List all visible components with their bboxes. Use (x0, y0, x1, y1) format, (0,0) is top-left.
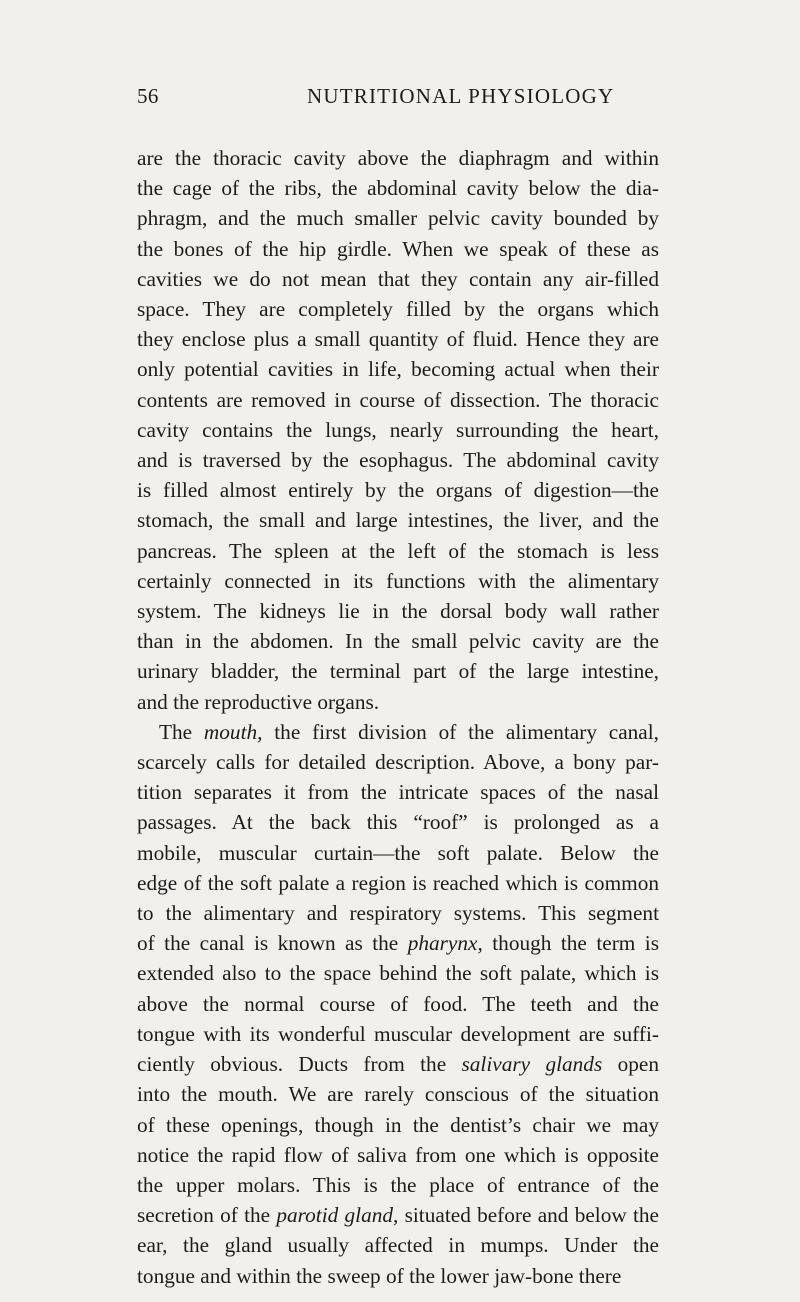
text-line: secretion of the parotid gland, situated before and below the (137, 1203, 659, 1228)
italic-term: pharynx, (407, 931, 483, 956)
text-line: edge of the soft palate a region is reached which is common (137, 870, 659, 895)
text-line: stomach, the small and large intestines, the liver, and the (137, 508, 659, 533)
text-line: ciently obvious. Ducts from the salivary glands open (137, 1052, 659, 1077)
text-line: are the thoracic cavity above the diaphragm and within (137, 146, 659, 170)
text-line: ear, the gland usually affected in mumps. Under the (137, 1233, 659, 1258)
text-line: mobile, muscular curtain—the soft palate. Below the (137, 840, 659, 865)
text-line: phragm, and the much smaller pelvic cavity bounded by (137, 206, 659, 231)
paragraph (137, 143, 659, 717)
text-line: tongue with its wonderful muscular development are suffi- (137, 1021, 659, 1046)
text-line: and is traversed by the esophagus. The abdominal cavity (137, 448, 659, 473)
text-line: contents are removed in course of dissection. The thoracic (137, 387, 659, 412)
paragraph (137, 717, 659, 1291)
body-text (137, 143, 659, 1291)
text-line: system. The kidneys lie in the dorsal body wall rather (137, 599, 659, 624)
text-line: The mouth, the first division of the alimentary canal, (159, 719, 660, 744)
text-line: passages. At the back this “roof” is prolonged as a (137, 810, 659, 835)
text-line: and the reproductive organs. (137, 689, 380, 714)
text-line: cavities we do not mean that they contain any air-filled (137, 266, 659, 291)
text-line: urinary bladder, the terminal part of the large intestine, (137, 659, 659, 684)
text-line: the bones of the hip girdle. When we speak of these as (137, 236, 659, 261)
text-line: they enclose plus a small quantity of fluid. Hence they are (137, 327, 659, 352)
italic-term: mouth, (203, 719, 263, 744)
running-title: NUTRITIONAL PHYSIOLOGY (307, 84, 615, 108)
text-line: cavity contains the lungs, nearly surrounding the heart, (137, 417, 659, 442)
text-line: certainly connected in its functions with the alimentary (137, 568, 659, 593)
text-line: is filled almost entirely by the organs of digestion—the (137, 478, 659, 503)
italic-term: salivary glands (461, 1052, 603, 1077)
text-line: of these openings, though in the dentist’s chair we may (137, 1112, 659, 1137)
running-head (137, 84, 659, 114)
page-number: 56 (137, 84, 159, 108)
text-line: tition separates it from the intricate spaces of the nasal (137, 780, 659, 805)
text-line: to the alimentary and respiratory systems. This segment (137, 901, 659, 926)
text-line: into the mouth. We are rarely conscious of the situation (137, 1082, 659, 1107)
text-line: tongue and within the sweep of the lower jaw-bone there (137, 1263, 622, 1288)
text-line: extended also to the space behind the soft palate, which is (137, 961, 659, 986)
text-line: the cage of the ribs, the abdominal cavity below the dia- (137, 176, 659, 201)
text-line: above the normal course of food. The teeth and the (137, 991, 659, 1016)
italic-term: parotid gland, (276, 1203, 399, 1228)
text-line: than in the abdomen. In the small pelvic cavity are the (137, 629, 659, 654)
text-line: pancreas. The spleen at the left of the stomach is less (137, 538, 659, 563)
text-line: space. They are completely filled by the organs which (137, 297, 659, 322)
text-line: of the canal is known as the pharynx, though the term is (137, 931, 659, 956)
text-line: the upper molars. This is the place of entrance of the (137, 1172, 659, 1197)
text-line: only potential cavities in life, becoming actual when their (137, 357, 659, 382)
text-line: notice the rapid flow of saliva from one which is opposite (137, 1142, 659, 1167)
text-line: scarcely calls for detailed description. Above, a bony par- (137, 750, 659, 775)
